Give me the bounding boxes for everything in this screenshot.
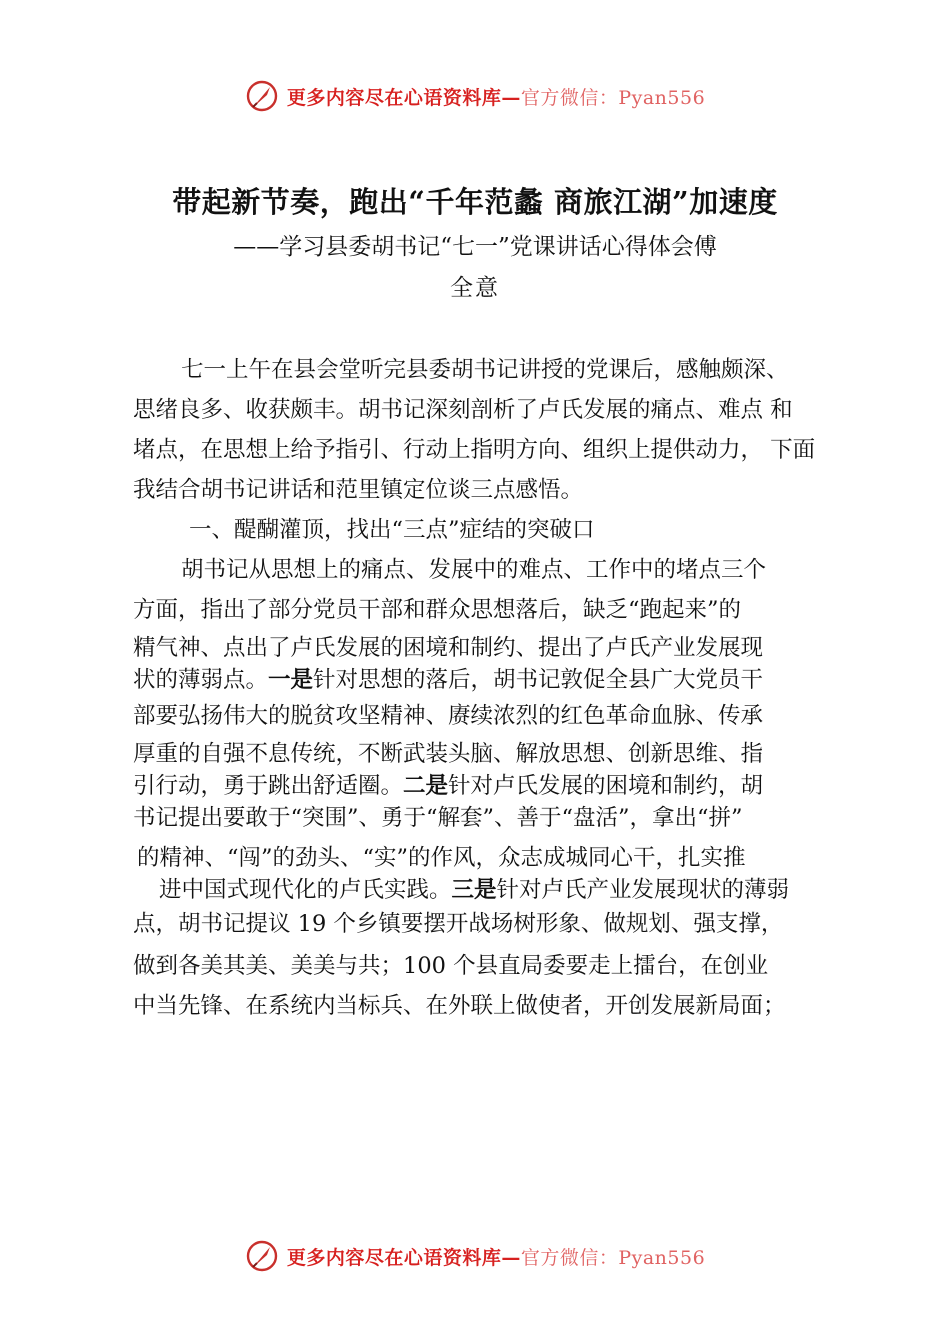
bold-marker-first: 一是 [268,667,314,693]
body-line: 方面，指出了部分党员干部和群众思想落后，缺乏“跑起来”的 [133,597,742,623]
bold-marker-second: 二是 [403,773,449,799]
document-subtitle: ——学习县委胡书记“七一”党课讲话心得体会傅 [233,234,717,260]
line-rest: 针对卢氏发展的困境和制约，胡 [448,773,764,799]
body-line: 胡书记从思想上的痛点、发展中的难点、工作中的堵点三个 [181,557,767,583]
line-rest: 针对思想的落后，胡书记敦促全县广大党员干 [313,667,764,693]
watermark-group [245,79,705,113]
body-line: 做到各美其美、美美与共；100 个县直局委要走上擂台，在创业 [133,953,769,979]
quill-pen-logo-icon [245,1239,279,1273]
body-line: 部要弘扬伟大的脱贫攻坚精神、赓续浓烈的红色革命血脉、传承 [133,703,764,729]
body-line [133,662,763,694]
header-watermark [0,74,950,118]
watermark-text: 更多内容尽在心语资料库—官方微信：Pyan556 [286,1246,706,1269]
watermark-group [245,1239,705,1273]
body-line: 精气神、点出了卢氏发展的困境和制约、提出了卢氏产业发展现 [133,635,764,661]
line-prefix: 引行动，勇于跳出舒适圈。 [133,773,404,799]
body-line: 中当先锋、在系统内当标兵、在外联上做使者，开创发展新局面； [133,993,786,1019]
body-line: 书记提出要敢于“突围”、勇于“解套”、善于“盘活”，拿出“拼” [133,805,743,831]
footer-watermark [0,1234,950,1278]
line-prefix: 进中国式现代化的卢氏实践。 [159,877,452,903]
quill-pen-logo-icon [245,79,279,113]
body-line: 七一上午在县会堂听完县委胡书记讲授的党课后，感触颇深、 [181,357,789,383]
body-line: 堵点，在思想上给予指引、行动上指明方向、组织上提供动力， 下面 [133,437,816,463]
body-line [133,768,763,800]
body-line: 厚重的自强不息传统，不断武装头脑、解放思想、创新思维、指 [133,741,764,767]
bold-marker-third: 三是 [451,877,497,903]
document-title: 带起新节奏，跑出“千年范蠡 商旅江湖”加速度 [172,185,778,219]
body-line [159,872,789,904]
section-heading: 一、醍醐灌顶，找出“三点”症结的突破口 [189,517,595,543]
body-line: 点，胡书记提议 19 个乡镇要摆开战场树形象、做规划、强支撑， [133,911,784,937]
watermark-text: 更多内容尽在心语资料库—官方微信：Pyan556 [286,86,706,109]
line-rest: 针对卢氏产业发展现状的薄弱 [496,877,790,903]
body-line: 思绪良多、收获颇丰。胡书记深刻剖析了卢氏发展的痛点、难点 和 [133,397,793,423]
line-prefix: 状的薄弱点。 [133,667,269,693]
document-author: 全意 [450,275,500,301]
body-line: 的精神、“闯”的劲头、“实”的作风，众志成城同心干，扎实推 [137,845,746,871]
body-line: 我结合胡书记讲话和范里镇定位谈三点感悟。 [133,477,584,503]
